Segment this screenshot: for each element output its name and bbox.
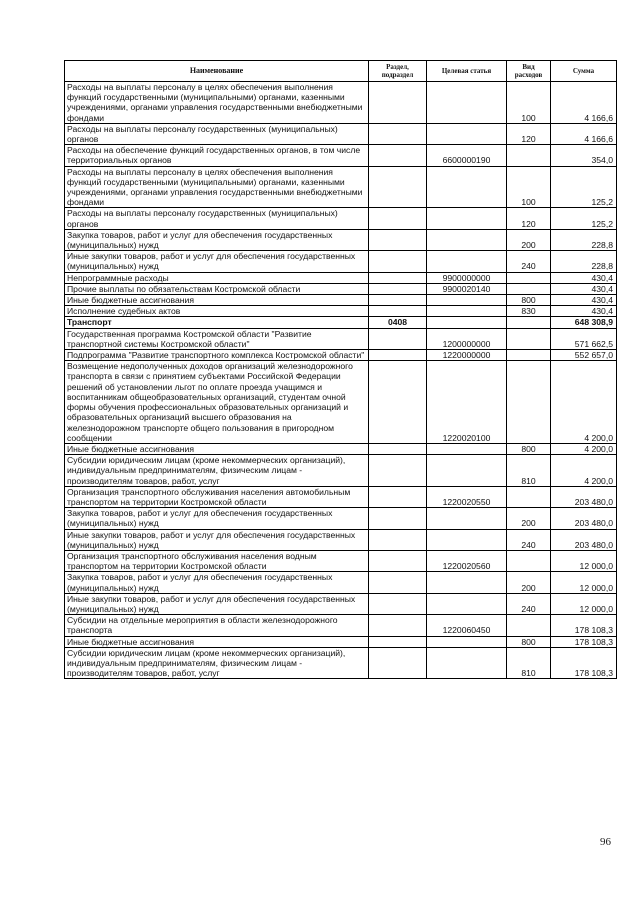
cell-sum: 228,8 — [551, 229, 617, 250]
cell-sum: 648 308,9 — [551, 317, 617, 328]
cell-section — [369, 636, 427, 647]
cell-name: Расходы на выплаты персоналу в целях обеспечения выполнения функций государственными (муниципальными) органами, казенными учреждениями, органами управления государственными внебюджетными фондами — [65, 82, 369, 124]
cell-kind — [507, 486, 551, 507]
cell-sum: 4 200,0 — [551, 455, 617, 487]
cell-sum: 430,4 — [551, 306, 617, 317]
cell-target — [427, 208, 507, 229]
table-row — [65, 486, 617, 507]
cell-name: Иные бюджетные ассигнования — [65, 295, 369, 306]
cell-kind: 100 — [507, 82, 551, 124]
cell-kind: 100 — [507, 166, 551, 208]
cell-target — [427, 443, 507, 454]
cell-target — [427, 636, 507, 647]
cell-target: 1220020550 — [427, 486, 507, 507]
cell-target — [427, 508, 507, 529]
cell-kind — [507, 361, 551, 444]
cell-section — [369, 350, 427, 361]
cell-section — [369, 166, 427, 208]
cell-name: Субсидии юридическим лицам (кроме некоммерческих организаций), индивидуальным предпринимателям, физическим лицам - производителям товаров, работ, услуг — [65, 647, 369, 679]
cell-target — [427, 529, 507, 550]
cell-section — [369, 208, 427, 229]
table-row — [65, 208, 617, 229]
cell-kind — [507, 145, 551, 166]
cell-sum: 228,8 — [551, 251, 617, 272]
cell-kind: 800 — [507, 295, 551, 306]
cell-target — [427, 593, 507, 614]
cell-section — [369, 443, 427, 454]
cell-name: Расходы на выплаты персоналу государственных (муниципальных) органов — [65, 208, 369, 229]
cell-name: Иные бюджетные ассигнования — [65, 443, 369, 454]
cell-sum: 203 480,0 — [551, 508, 617, 529]
header-kind: Вид расходов — [507, 61, 551, 82]
cell-section — [369, 508, 427, 529]
cell-target — [427, 295, 507, 306]
table-row — [65, 145, 617, 166]
cell-name: Закупка товаров, работ и услуг для обеспечения государственных (муниципальных) нужд — [65, 508, 369, 529]
cell-target: 1220020100 — [427, 361, 507, 444]
cell-kind: 240 — [507, 593, 551, 614]
table-row — [65, 123, 617, 144]
cell-target — [427, 166, 507, 208]
header-name: Наименование — [65, 61, 369, 82]
cell-name: Иные закупки товаров, работ и услуг для обеспечения государственных (муниципальных) нужд — [65, 251, 369, 272]
table-row — [65, 443, 617, 454]
cell-target: 1220000000 — [427, 350, 507, 361]
table-row — [65, 317, 617, 328]
cell-sum: 4 166,6 — [551, 123, 617, 144]
cell-kind: 120 — [507, 123, 551, 144]
cell-kind — [507, 317, 551, 328]
cell-name: Прочие выплаты по обязательствам Костромской области — [65, 283, 369, 294]
header-target: Целевая статья — [427, 61, 507, 82]
header-row — [65, 61, 617, 82]
cell-sum: 12 000,0 — [551, 550, 617, 571]
table-row — [65, 272, 617, 283]
cell-name: Иные закупки товаров, работ и услуг для обеспечения государственных (муниципальных) нужд — [65, 529, 369, 550]
cell-name: Иные закупки товаров, работ и услуг для обеспечения государственных (муниципальных) нужд — [65, 593, 369, 614]
table-row — [65, 636, 617, 647]
cell-sum: 4 166,6 — [551, 82, 617, 124]
cell-section — [369, 123, 427, 144]
cell-target: 9900000000 — [427, 272, 507, 283]
cell-kind — [507, 615, 551, 636]
cell-sum: 354,0 — [551, 145, 617, 166]
cell-sum: 430,4 — [551, 272, 617, 283]
cell-target: 6600000190 — [427, 145, 507, 166]
cell-sum: 430,4 — [551, 283, 617, 294]
cell-name: Транспорт — [65, 317, 369, 328]
cell-section — [369, 306, 427, 317]
cell-target: 1220060450 — [427, 615, 507, 636]
table-body — [65, 82, 617, 679]
cell-section — [369, 455, 427, 487]
cell-sum: 178 108,3 — [551, 636, 617, 647]
cell-section — [369, 486, 427, 507]
cell-target — [427, 455, 507, 487]
cell-kind: 200 — [507, 508, 551, 529]
table-row — [65, 283, 617, 294]
table-row — [65, 550, 617, 571]
cell-sum: 552 657,0 — [551, 350, 617, 361]
table-row — [65, 593, 617, 614]
cell-kind: 800 — [507, 636, 551, 647]
cell-name: Государственная программа Костромской области "Развитие транспортной системы Костромской области" — [65, 328, 369, 349]
cell-kind: 240 — [507, 251, 551, 272]
cell-name: Закупка товаров, работ и услуг для обеспечения государственных (муниципальных) нужд — [65, 572, 369, 593]
cell-section — [369, 295, 427, 306]
cell-sum: 178 108,3 — [551, 647, 617, 679]
cell-sum: 571 662,5 — [551, 328, 617, 349]
table-row — [65, 82, 617, 124]
cell-sum: 203 480,0 — [551, 486, 617, 507]
cell-section — [369, 615, 427, 636]
cell-sum: 430,4 — [551, 295, 617, 306]
cell-section: 0408 — [369, 317, 427, 328]
cell-target — [427, 647, 507, 679]
cell-name: Непрограммные расходы — [65, 272, 369, 283]
cell-section — [369, 593, 427, 614]
cell-target — [427, 229, 507, 250]
cell-name: Исполнение судебных актов — [65, 306, 369, 317]
table-row — [65, 251, 617, 272]
cell-sum: 12 000,0 — [551, 593, 617, 614]
table-row — [65, 529, 617, 550]
table-row — [65, 350, 617, 361]
cell-section — [369, 251, 427, 272]
cell-target — [427, 306, 507, 317]
cell-section — [369, 272, 427, 283]
cell-kind: 240 — [507, 529, 551, 550]
cell-target — [427, 251, 507, 272]
cell-name: Расходы на выплаты персоналу в целях обеспечения выполнения функций государственными (муниципальными) органами, казенными учреждениями, органами управления государственными внебюджетными фондами — [65, 166, 369, 208]
cell-section — [369, 328, 427, 349]
table-row — [65, 166, 617, 208]
cell-kind: 810 — [507, 455, 551, 487]
cell-section — [369, 145, 427, 166]
cell-target — [427, 82, 507, 124]
cell-kind — [507, 550, 551, 571]
cell-section — [369, 572, 427, 593]
table-row — [65, 229, 617, 250]
cell-section — [369, 82, 427, 124]
cell-name: Субсидии на отдельные мероприятия в области железнодорожного транспорта — [65, 615, 369, 636]
budget-table — [64, 60, 617, 679]
table-row — [65, 306, 617, 317]
cell-kind — [507, 283, 551, 294]
cell-kind — [507, 350, 551, 361]
table-row — [65, 295, 617, 306]
table-row — [65, 328, 617, 349]
table-header — [65, 61, 617, 82]
cell-name: Расходы на выплаты персоналу государственных (муниципальных) органов — [65, 123, 369, 144]
table-row — [65, 361, 617, 444]
page-number: 96 — [600, 836, 611, 848]
header-section: Раздел, подраздел — [369, 61, 427, 82]
cell-sum: 12 000,0 — [551, 572, 617, 593]
cell-section — [369, 529, 427, 550]
cell-name: Организация транспортного обслуживания населения водным транспортом на территории Костромской области — [65, 550, 369, 571]
cell-kind: 830 — [507, 306, 551, 317]
table-row — [65, 455, 617, 487]
table-row — [65, 647, 617, 679]
cell-kind: 800 — [507, 443, 551, 454]
cell-kind — [507, 328, 551, 349]
cell-section — [369, 647, 427, 679]
cell-name: Организация транспортного обслуживания населения автомобильным транспортом на территории Костромской области — [65, 486, 369, 507]
cell-target — [427, 572, 507, 593]
cell-name: Субсидии юридическим лицам (кроме некоммерческих организаций), индивидуальным предпринимателям, физическим лицам - производителям товаров, работ, услуг — [65, 455, 369, 487]
cell-sum: 178 108,3 — [551, 615, 617, 636]
cell-name: Иные бюджетные ассигнования — [65, 636, 369, 647]
cell-kind: 120 — [507, 208, 551, 229]
cell-sum: 125,2 — [551, 166, 617, 208]
cell-section — [369, 361, 427, 444]
cell-section — [369, 550, 427, 571]
cell-kind: 200 — [507, 229, 551, 250]
cell-kind: 810 — [507, 647, 551, 679]
cell-sum: 203 480,0 — [551, 529, 617, 550]
cell-kind — [507, 272, 551, 283]
cell-sum: 4 200,0 — [551, 361, 617, 444]
cell-name: Расходы на обеспечение функций государственных органов, в том числе территориальных органов — [65, 145, 369, 166]
cell-sum: 4 200,0 — [551, 443, 617, 454]
cell-target: 1200000000 — [427, 328, 507, 349]
cell-target: 1220020560 — [427, 550, 507, 571]
cell-target — [427, 123, 507, 144]
cell-target — [427, 317, 507, 328]
cell-target: 9900020140 — [427, 283, 507, 294]
header-sum: Сумма — [551, 61, 617, 82]
table-row — [65, 572, 617, 593]
cell-name: Закупка товаров, работ и услуг для обеспечения государственных (муниципальных) нужд — [65, 229, 369, 250]
cell-name: Подпрограмма "Развитие транспортного комплекса Костромской области" — [65, 350, 369, 361]
cell-name: Возмещение недополученных доходов организаций железнодорожного транспорта в связи с принятием субъектами Российской Федерации решений об установлении льгот по оплате проезда учащимся и воспитанникам общеобразовательных организаций, студентам очной формы обучения профессиональных образовательных организаций и образовательных организаций высшего образования на железнодорожном транспорте общего пользования в пригородном сообщении — [65, 361, 369, 444]
cell-sum: 125,2 — [551, 208, 617, 229]
cell-section — [369, 229, 427, 250]
table-row — [65, 508, 617, 529]
cell-kind: 200 — [507, 572, 551, 593]
table-row — [65, 615, 617, 636]
cell-section — [369, 283, 427, 294]
